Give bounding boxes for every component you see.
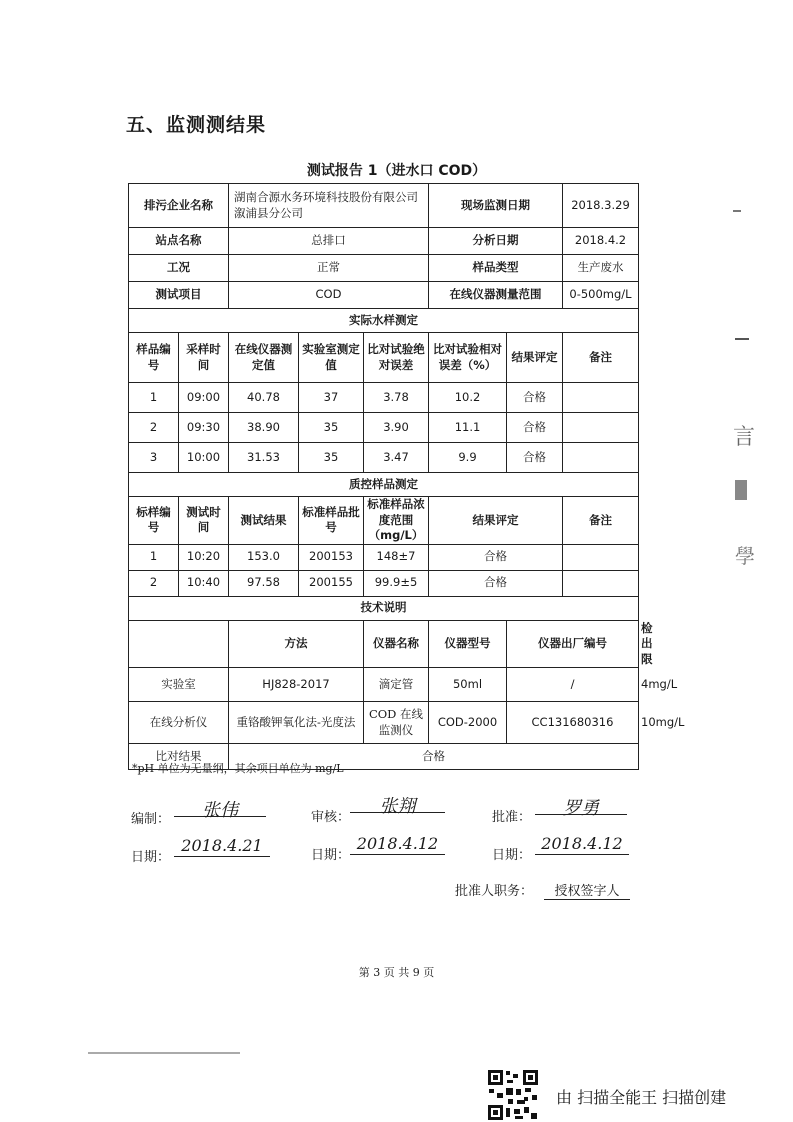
compiler-date: 2018.4.21 [174,836,270,857]
table-cell: 200153 [299,544,364,570]
tech-header: 仪器型号 [429,620,507,668]
actual-header: 样品编号 [129,333,179,383]
table-cell: 148±7 [364,544,429,570]
table-cell: 合格 [429,544,563,570]
table-cell: 37 [299,383,364,413]
actual-header: 备注 [563,333,639,383]
site-date-value: 2018.3.29 [563,184,639,228]
reviewer-date-label: 日期： [311,848,351,863]
analysis-date-label: 分析日期 [429,228,563,255]
table-cell: COD-2000 [429,702,507,744]
approver-label: 批准： [492,810,532,825]
tech-section-title: 技术说明 [129,596,639,620]
table-cell: 9.9 [429,443,507,473]
qc-header: 测试结果 [229,497,299,545]
approver-title-label: 批准人职务： [455,884,534,899]
table-cell: 10:40 [179,570,229,596]
tech-row-label: 实验室 [129,668,229,702]
table-cell: 合格 [429,570,563,596]
range-value: 0-500mg/L [563,282,639,309]
table-cell: 合格 [507,443,563,473]
analysis-date-value: 2018.4.2 [563,228,639,255]
table-row [129,413,639,443]
table-cell [563,570,639,596]
scan-edge-mark [735,480,747,500]
station-value: 总排口 [229,228,429,255]
table-cell: 99.9±5 [364,570,429,596]
table-row: 在线分析仪 重铬酸钾氧化法-光度法 COD 在线监测仪 COD-2000 CC131680316 10mg/L [129,702,639,744]
compiler-label: 编制： [131,812,171,827]
compiler-date-label: 日期： [131,850,171,865]
item-label: 测试项目 [129,282,229,309]
table-cell [563,443,639,473]
table-row [129,443,639,473]
table-cell: 11.1 [429,413,507,443]
condition-label: 工况 [129,255,229,282]
page-number: 第 3 页 共 9 页 [358,966,435,979]
reviewer-label: 审核： [311,810,351,825]
table-cell: 2 [129,413,179,443]
scan-bottom-line [88,1052,240,1054]
table-cell: 10:00 [179,443,229,473]
tech-header: 方法 [229,620,364,668]
table-cell: 10.2 [429,383,507,413]
sample-type-value: 生产废水 [563,255,639,282]
table-cell: 10:20 [179,544,229,570]
table-cell: 09:00 [179,383,229,413]
approver-date-label: 日期： [492,848,532,863]
table-cell: 3 [129,443,179,473]
compiler-signature: 张伟 [174,796,266,817]
qc-header: 标准样品浓度范围（mg/L） [364,497,429,545]
actual-header: 比对试验相对误差（%） [429,333,507,383]
report-title: 测试报告 1（进水口 COD） [306,163,487,179]
station-label: 站点名称 [129,228,229,255]
compare-value: 合格 [229,744,639,770]
approver-date: 2018.4.12 [535,834,629,855]
table-cell: 滴定管 [364,668,429,702]
actual-header: 比对试验绝对误差 [364,333,429,383]
table-cell: 50ml [429,668,507,702]
approver-title-value: 授权签字人 [544,880,630,900]
scanner-credit: 由 扫描全能王 扫描创建 [556,1088,727,1107]
reviewer-date: 2018.4.12 [350,834,445,855]
actual-header: 实验室测定值 [299,333,364,383]
tech-row-label: 在线分析仪 [129,702,229,744]
section-title: 五、监测测结果 [126,114,267,136]
tech-corner [129,620,229,668]
table-cell: 1 [129,383,179,413]
qc-header: 测试时间 [179,497,229,545]
table-cell: 合格 [507,413,563,443]
scan-edge-glyph: 言 [733,425,756,450]
footnote: *pH 单位为无量纲，其余项目单位为 mg/L [132,762,344,775]
table-cell [563,544,639,570]
scan-edge-mark [733,210,741,212]
site-date-label: 现场监测日期 [429,184,563,228]
table-row [129,570,639,596]
table-cell: 1 [129,544,179,570]
table-cell: 35 [299,443,364,473]
tech-header: 仪器出厂编号 [507,620,639,668]
table-cell: 09:30 [179,413,229,443]
table-cell: 35 [299,413,364,443]
table-row [129,383,639,413]
table-cell: 40.78 [229,383,299,413]
item-value: COD [229,282,429,309]
table-row [129,544,639,570]
actual-header: 在线仪器测定值 [229,333,299,383]
enterprise-label: 排污企业名称 [129,184,229,228]
table-cell: 3.47 [364,443,429,473]
report-table: 排污企业名称 湖南合源水务环境科技股份有限公司溆浦县分公司 现场监测日期 2018.3.29 站点名称 总排口 分析日期 2018.4.2 工况 正常 样品类型 生产废水 测试项目 COD 在线仪器测量范围 0-500mg/L 实际水样测定 样品编号 采样时间 在线仪器测定值 实验室测定值 比对试验绝对误差 比对试验相对误差（%） 结果评定 备注 1 09:00 40.78 37 3.78 10.2 合格 2 09:30 38.90 35 3.90 11.1 合格 3 10:00 31.53 35 3.47 9.9 合格 质控样品测定 标样编号 测试时间 测试结果 标准样品批号 标准样品浓度范围（mg/L） 结果评定 备注 1 10:20 153.0 200153 148±7 合格 2 10:40 97.58 200155 99.9±5 合格 技术说明 方法 仪器名称 仪器型号 仪器出厂编号 检出限 实验室 HJ828-2017 滴定管 50ml / 4mg/L 在线分析仪 重铬酸钾氧化法-光度法 COD 在线监测仪 COD-2000 CC131680316 10mg/L 比对结果 合格 [128,183,639,770]
tech-header: 仪器名称 [364,620,429,668]
qc-header: 标准样品批号 [299,497,364,545]
qc-header: 结果评定 [429,497,563,545]
table-cell: 2 [129,570,179,596]
actual-section-title: 实际水样测定 [129,309,639,333]
qr-code-icon [487,1069,539,1121]
table-cell: 3.90 [364,413,429,443]
scan-edge-glyph: 學 [735,544,755,568]
table-cell: 38.90 [229,413,299,443]
range-label: 在线仪器测量范围 [429,282,563,309]
sample-type-label: 样品类型 [429,255,563,282]
table-cell: 3.78 [364,383,429,413]
qc-header: 备注 [563,497,639,545]
qc-header: 标样编号 [129,497,179,545]
table-cell: COD 在线监测仪 [364,702,429,744]
table-cell [563,413,639,443]
table-cell: 200155 [299,570,364,596]
table-cell: 153.0 [229,544,299,570]
table-cell: 31.53 [229,443,299,473]
actual-header: 采样时间 [179,333,229,383]
enterprise-value: 湖南合源水务环境科技股份有限公司溆浦县分公司 [229,184,429,228]
table-cell: CC131680316 [507,702,639,744]
qc-section-title: 质控样品测定 [129,473,639,497]
compare-label: 比对结果 [129,744,229,770]
condition-value: 正常 [229,255,429,282]
approver-signature: 罗勇 [535,794,627,815]
table-cell: 重铬酸钾氧化法-光度法 [229,702,364,744]
actual-header: 结果评定 [507,333,563,383]
table-row: 实验室 HJ828-2017 滴定管 50ml / 4mg/L [129,668,639,702]
scan-edge-mark [735,338,749,340]
table-cell: / [507,668,639,702]
table-cell: 合格 [507,383,563,413]
reviewer-signature: 张翔 [350,792,445,813]
table-cell [563,383,639,413]
table-cell: HJ828-2017 [229,668,364,702]
table-cell: 97.58 [229,570,299,596]
